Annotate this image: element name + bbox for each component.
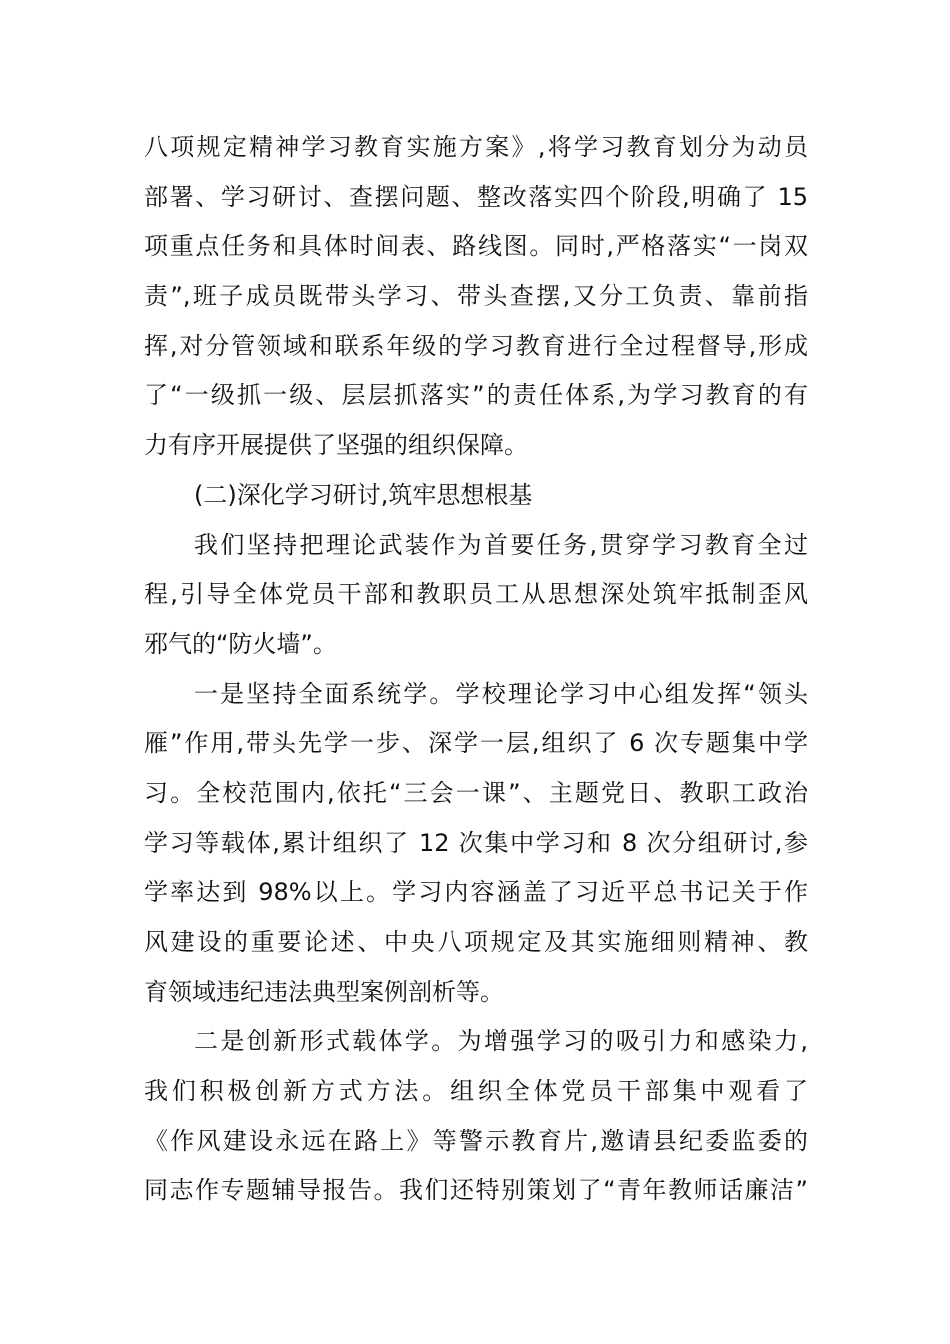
text-line: 学率达到 98%以上。学习内容涵盖了习近平总书记关于作 (144, 878, 808, 907)
text-line: 责”,班子成员既带头学习、带头查摆,又分工负责、靠前指 (144, 282, 808, 311)
text-line: 习。全校范围内,依托“三会一课”、主题党日、教职工政治 (144, 778, 808, 807)
text-line: 二是创新形式载体学。为增强学习的吸引力和感染力, (194, 1027, 808, 1056)
text-line: 程,引导全体党员干部和教职员工从思想深处筑牢抵制歪风 (144, 580, 808, 609)
text-line: 学习等载体,累计组织了 12 次集中学习和 8 次分组研讨,参 (144, 828, 808, 857)
text-line: 力有序开展提供了坚强的组织保障。 (144, 431, 528, 460)
text-line: 同志作专题辅导报告。我们还特别策划了“青年教师话廉洁” (144, 1176, 808, 1205)
section-heading: (二)深化学习研讨,筑牢思想根基 (194, 480, 533, 509)
text-line: 部署、学习研讨、查摆问题、整改落实四个阶段,明确了 15 (144, 182, 808, 211)
text-line: 八项规定精神学习教育实施方案》,将学习教育划分为动员 (144, 133, 808, 161)
text-line: 风建设的重要论述、中央八项规定及其实施细则精神、教 (144, 928, 808, 956)
body-text (144, 123, 808, 1216)
text-line: 育领域违纪违法典型案例剖析等。 (144, 977, 504, 1006)
text-line: 了“一级抓一级、层层抓落实”的责任体系,为学习教育的有 (144, 381, 808, 410)
text-line: 挥,对分管领域和联系年级的学习教育进行全过程督导,形成 (144, 331, 808, 360)
text-line: 项重点任务和具体时间表、路线图。同时,严格落实“一岗双 (144, 232, 808, 261)
text-line: 我们坚持把理论武装作为首要任务,贯穿学习教育全过 (194, 530, 808, 559)
text-line: 《作风建设永远在路上》等警示教育片,邀请县纪委监委的 (144, 1126, 808, 1155)
text-line: 雁”作用,带头先学一步、深学一层,组织了 6 次专题集中学 (144, 729, 808, 758)
text-line: 邪气的“防火墙”。 (144, 629, 337, 658)
text-line: 一是坚持全面系统学。学校理论学习中心组发挥“领头 (194, 679, 808, 708)
text-line: 我们积极创新方式方法。组织全体党员干部集中观看了 (144, 1077, 808, 1106)
